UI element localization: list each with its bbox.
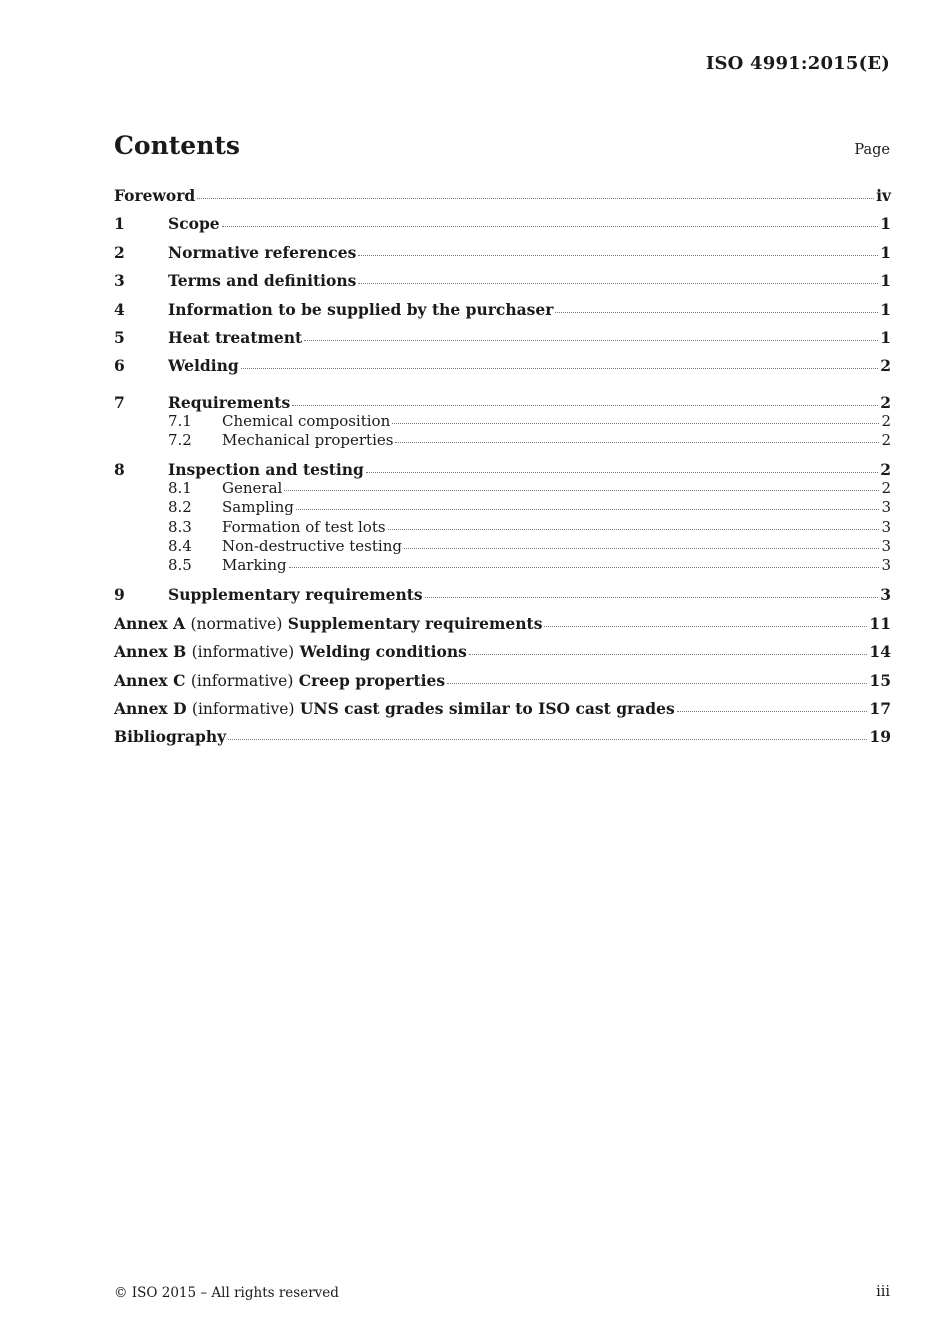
annex-title: Welding conditions: [299, 642, 467, 662]
toc-entry-page: 2: [881, 478, 891, 497]
toc-entry-title: Formation of test lots: [222, 517, 386, 536]
dot-leader: [358, 282, 878, 284]
annex-kind: (informative): [191, 699, 295, 718]
dot-leader: [284, 489, 879, 491]
toc-entry-number: 1: [114, 214, 125, 234]
toc-entry-annex-a[interactable]: [114, 613, 891, 641]
toc-entry-title: Requirements: [168, 392, 291, 412]
toc-entry-welding[interactable]: [114, 355, 891, 383]
toc-entry-title: Sampling: [222, 498, 294, 517]
toc-entry-number: 7.1: [168, 412, 192, 431]
toc-entry-title: Marking: [222, 556, 287, 575]
dot-leader: [222, 225, 879, 227]
dot-leader: [425, 596, 879, 598]
toc-entry-page: 1: [880, 242, 891, 262]
toc-entry-number: 5: [114, 327, 125, 347]
page-column-label: Page: [854, 142, 890, 158]
toc-entry-title: Non-destructive testing: [222, 536, 402, 555]
toc-entry-page: 11: [869, 613, 891, 633]
dot-leader: [228, 738, 867, 740]
toc-entry-number: 7.2: [168, 431, 192, 450]
toc-entry-bibliography[interactable]: [114, 726, 891, 754]
annex-label: Annex A: [114, 613, 186, 633]
toc-entry-page: 2: [881, 431, 891, 450]
annex-kind: (informative): [191, 643, 295, 662]
dot-leader: [366, 471, 878, 473]
toc-entry-title: General: [222, 478, 283, 497]
toc-entry-scope[interactable]: [114, 213, 891, 241]
toc-entry-test-lots[interactable]: [114, 518, 891, 537]
toc-entry-page: 3: [881, 517, 891, 536]
dot-leader: [241, 367, 878, 369]
toc-entry-title: Inspection and testing: [168, 459, 364, 479]
toc-entry-page: 2: [881, 412, 891, 431]
toc-entry-page: 1: [880, 327, 891, 347]
toc-entry-title: Supplementary requirements: [168, 585, 423, 605]
dot-leader: [197, 197, 874, 199]
toc-entry-page: 3: [881, 556, 891, 575]
dot-leader: [677, 710, 868, 712]
toc-entry-number: 7: [114, 392, 125, 412]
dot-leader: [296, 508, 880, 510]
dot-leader: [388, 528, 880, 530]
toc-entry-title: Normative references: [168, 242, 357, 262]
toc-entry-foreword[interactable]: [114, 185, 891, 213]
toc-entry-title: Terms and definitions: [168, 271, 357, 291]
toc-entry-number: 8.4: [168, 536, 192, 555]
toc-entry-purchaser-information[interactable]: [114, 299, 891, 327]
dot-leader: [555, 311, 878, 313]
annex-label: Annex D: [114, 698, 187, 718]
toc-entry-sampling[interactable]: [114, 498, 891, 517]
toc-entry-page: 1: [880, 214, 891, 234]
toc-entry-title: Welding: [168, 356, 239, 376]
toc-entry-page: 2: [880, 459, 891, 479]
dot-leader: [358, 254, 878, 256]
annex-label: Annex C: [114, 670, 186, 690]
dot-leader: [289, 566, 880, 568]
dot-leader: [304, 339, 878, 341]
toc-entry-number: 6: [114, 356, 125, 376]
toc-entry-normative-references[interactable]: [114, 242, 891, 270]
document-id: ISO 4991:2015(E): [705, 53, 890, 74]
dot-leader: [395, 441, 879, 443]
toc-entry-title: Heat treatment: [168, 327, 303, 347]
toc-entry-number: 2: [114, 242, 125, 262]
toc-entry-number: 8.3: [168, 517, 192, 536]
toc-entry-page: 2: [880, 356, 891, 376]
toc-entry-number: 9: [114, 585, 125, 605]
toc-entry-title: Foreword: [114, 186, 196, 205]
dot-leader: [404, 547, 879, 549]
toc-entry-page: 14: [869, 642, 891, 662]
annex-title: UNS cast grades similar to ISO cast grades: [299, 698, 675, 718]
toc-entry-annex-b[interactable]: [114, 641, 891, 669]
toc-entry-page: 15: [869, 670, 891, 690]
annex-kind: (informative): [190, 671, 294, 690]
copyright-notice: © ISO 2015 – All rights reserved: [114, 1285, 339, 1301]
toc-entry-title: [114, 670, 445, 692]
toc-entry-page: 1: [880, 271, 891, 291]
toc-entry-title: [114, 698, 675, 720]
toc-entry-marking[interactable]: [114, 556, 891, 575]
toc-entry-page: 17: [869, 698, 891, 718]
toc-entry-mechanical-properties[interactable]: [114, 431, 891, 450]
toc-entry-title: Information to be supplied by the purchaser: [168, 299, 554, 319]
toc-entry-page: 3: [880, 585, 891, 605]
toc-entry-title: Bibliography: [114, 727, 227, 747]
page-number: iii: [876, 1284, 890, 1300]
dot-leader: [392, 422, 879, 424]
toc-entry-page: 3: [881, 498, 891, 517]
toc-entry-annex-d[interactable]: [114, 698, 891, 726]
toc-entry-inspection-testing[interactable]: [114, 460, 891, 479]
toc-entry-page: 2: [880, 392, 891, 412]
toc-entry-supplementary-requirements[interactable]: [114, 584, 891, 612]
toc-entry-number: 8.5: [168, 556, 192, 575]
annex-title: Creep properties: [298, 670, 446, 690]
table-of-contents: [114, 185, 891, 755]
toc-entry-general[interactable]: [114, 479, 891, 498]
dot-leader: [447, 682, 867, 684]
toc-entry-number: 8.2: [168, 498, 192, 517]
toc-entry-annex-c[interactable]: [114, 670, 891, 698]
toc-entry-requirements[interactable]: [114, 393, 891, 412]
toc-entry-title: [114, 613, 542, 635]
toc-entry-non-destructive-testing[interactable]: [114, 537, 891, 556]
toc-entry-page: 3: [881, 536, 891, 555]
contents-title: Contents: [114, 131, 241, 160]
toc-entry-page: iv: [876, 186, 891, 205]
toc-entry-page: 19: [869, 727, 891, 747]
dot-leader: [469, 653, 868, 655]
toc-entry-terms-definitions[interactable]: [114, 270, 891, 298]
toc-entry-title: [114, 641, 467, 663]
annex-label: Annex B: [114, 642, 187, 662]
toc-entry-chemical-composition[interactable]: [114, 412, 891, 431]
toc-entry-title: Mechanical properties: [222, 431, 394, 450]
annex-title: Supplementary requirements: [287, 613, 543, 633]
toc-entry-number: 8.1: [168, 478, 192, 497]
toc-entry-heat-treatment[interactable]: [114, 327, 891, 355]
toc-entry-number: 4: [114, 299, 125, 319]
toc-entry-number: 3: [114, 271, 125, 291]
annex-kind: (normative): [190, 614, 283, 633]
dot-leader: [544, 625, 867, 627]
toc-entry-page: 1: [880, 299, 891, 319]
toc-entry-number: 8: [114, 459, 125, 479]
toc-entry-title: Chemical composition: [222, 412, 391, 431]
dot-leader: [292, 404, 878, 406]
toc-entry-title: Scope: [168, 214, 220, 234]
